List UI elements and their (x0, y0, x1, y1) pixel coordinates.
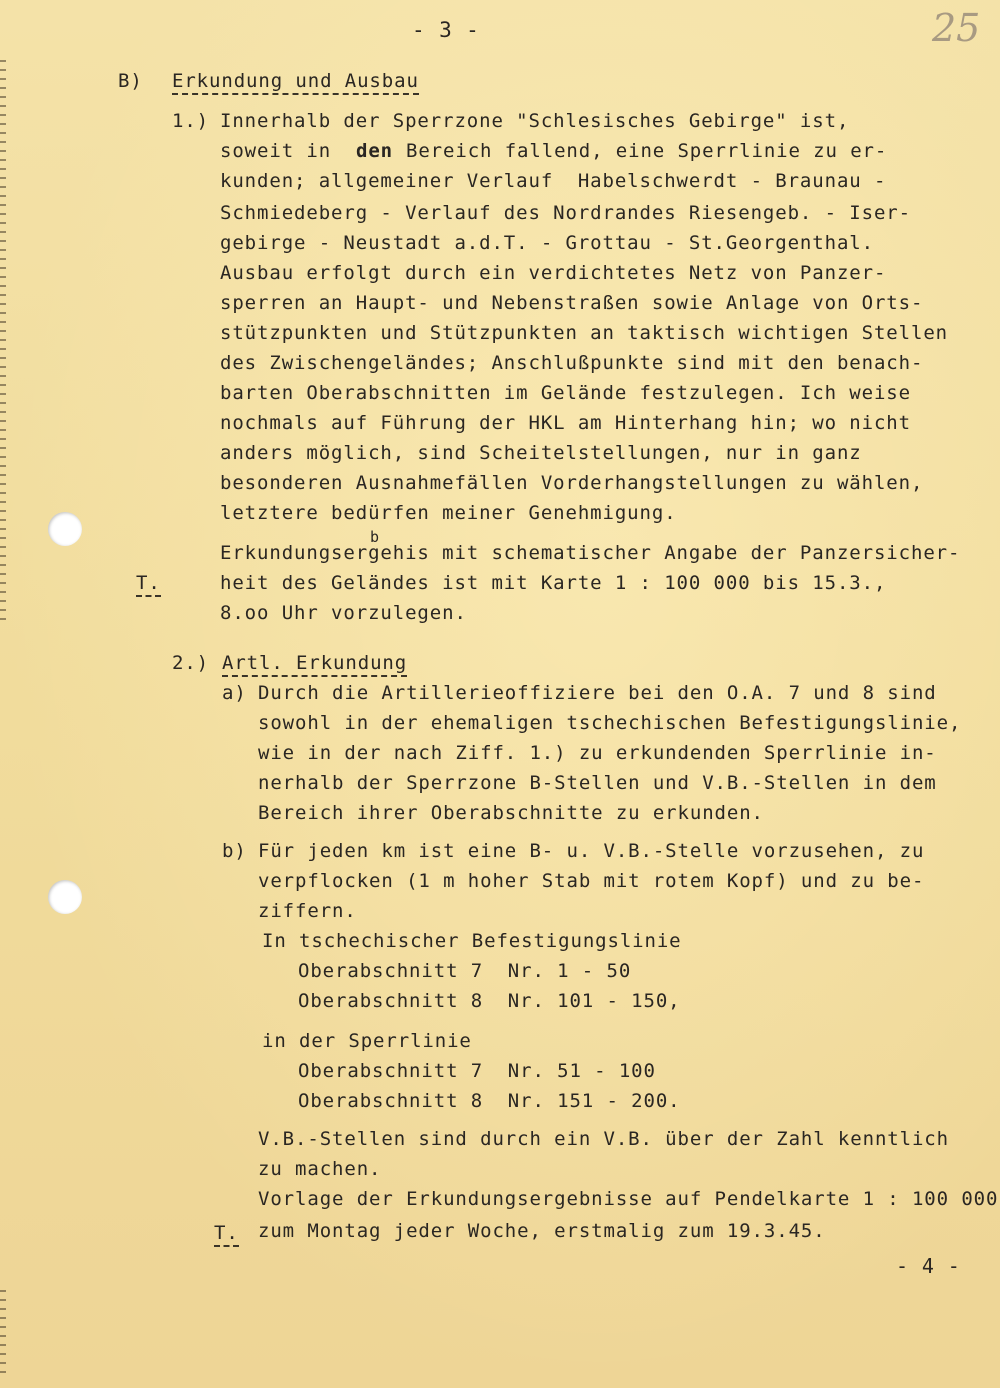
list2-item: Oberabschnitt 7 Nr. 51 - 100 (298, 1060, 656, 1082)
item2-a-line-5: Bereich ihrer Oberabschnitte zu erkunden. (258, 802, 764, 824)
item2-number: 2.) (172, 652, 210, 674)
item1-line-7: sperren an Haupt- und Nebenstraßen sowie Anlage von Orts- (220, 292, 924, 314)
next-page-marker: - 4 - (896, 1254, 961, 1278)
item2-a-line-1: Durch die Artillerieoffiziere bei den O.A. 7 und 8 sind (258, 682, 937, 704)
item1-line-2a: soweit in (220, 140, 332, 162)
item1-line-9: des Zwischengeländes; Anschlußpunkte sind mit den benach- (220, 352, 924, 374)
item2-b-line-1: Für jeden km ist eine B- u. V.B.-Stelle vorzusehen, zu (258, 840, 925, 862)
note-line-2: zu machen. (258, 1158, 382, 1180)
page-number: - 3 - (412, 18, 480, 42)
item1-line-8: stützpunkten und Stützpunkten an taktisch wichtigen Stellen (220, 322, 948, 344)
left-edge-perforation-lower (0, 1290, 6, 1380)
item2-a-line-3: wie in der nach Ziff. 1.) zu erkundenden Sperrlinie in- (258, 742, 937, 764)
item2-b-line-2: verpflocken (1 m hoher Stab mit rotem Kopf) und zu be- (258, 870, 925, 892)
item2-b-label: b) (222, 840, 247, 862)
item1-line-2b: Bereich fallend, eine Sperrlinie zu er- (406, 140, 888, 162)
section-heading: Erkundung und Ausbau (172, 70, 419, 95)
item1-line-5: gebirge - Neustadt a.d.T. - Grottau - St.Georgenthal. (220, 232, 874, 254)
list1-heading: In tschechischer Befestigungslinie (262, 930, 682, 952)
item1-result-line-1: Erkundungsergehis mit schematischer Angabe der Panzersicher- (220, 542, 961, 564)
item1-result-line-3: 8.oo Uhr vorzulegen. (220, 602, 467, 624)
list1-item: Oberabschnitt 7 Nr. 1 - 50 (298, 960, 632, 982)
item2-heading: Artl. Erkundung (222, 652, 407, 677)
item1-line-1: Innerhalb der Sperrzone "Schlesisches Gebirge" ist, (220, 110, 850, 132)
item2-b-line-3: ziffern. (258, 900, 357, 922)
item1-line-13: besonderen Ausnahmefällen Vorderhangstellungen zu wählen, (220, 472, 924, 494)
note-line-1: V.B.-Stellen sind durch ein V.B. über der Zahl kenntlich (258, 1128, 949, 1150)
item1-margin-deadline-mark: T. (136, 572, 161, 597)
item1-line-6: Ausbau erfolgt durch ein verdichtetes Netz von Panzer- (220, 262, 887, 284)
item1-line-14: letztere bedürfen meiner Genehmigung. (220, 502, 677, 524)
typed-correction-letter: b (370, 528, 380, 546)
item1-line-12: anders möglich, sind Scheitelstellungen, nur in ganz (220, 442, 862, 464)
left-edge-perforation (0, 60, 6, 620)
item1-line-4: Schmiedeberg - Verlauf des Nordrandes Riesengeb. - Iser- (220, 202, 911, 224)
item2-a-line-4: nerhalb der Sperrzone B-Stellen und V.B.-Stellen in dem (258, 772, 937, 794)
list1-item: Oberabschnitt 8 Nr. 101 - 150, (298, 990, 681, 1012)
list2-item: Oberabschnitt 8 Nr. 151 - 200. (298, 1090, 681, 1112)
submit-line-1: Vorlage der Erkundungsergebnisse auf Pendelkarte 1 : 100 000 (258, 1188, 999, 1210)
pencil-folio-number: 25 (932, 6, 981, 50)
item1-result-line-2: heit des Geländes ist mit Karte 1 : 100 000 bis 15.3., (220, 572, 887, 594)
item1-line-3: kunden; allgemeiner Verlauf Habelschwerdt - Braunau - (220, 170, 887, 192)
item1-line-11: nochmals auf Führung der HKL am Hinterhang hin; wo nicht (220, 412, 911, 434)
submit-line-2: zum Montag jeder Woche, erstmalig zum 19.3.45. (258, 1220, 826, 1242)
item1-bold-word: den (356, 140, 394, 162)
punch-hole-top (48, 512, 82, 546)
item2-margin-deadline-mark: T. (214, 1222, 239, 1247)
item2-a-label: a) (222, 682, 247, 704)
item1-number: 1.) (172, 110, 210, 132)
punch-hole-bottom (48, 880, 82, 914)
section-label: B) (118, 70, 143, 92)
item1-line-10: barten Oberabschnitten im Gelände festzulegen. Ich weise (220, 382, 911, 404)
list2-heading: in der Sperrlinie (262, 1030, 472, 1052)
item2-a-line-2: sowohl in der ehemaligen tschechischen Befestigungslinie, (258, 712, 962, 734)
